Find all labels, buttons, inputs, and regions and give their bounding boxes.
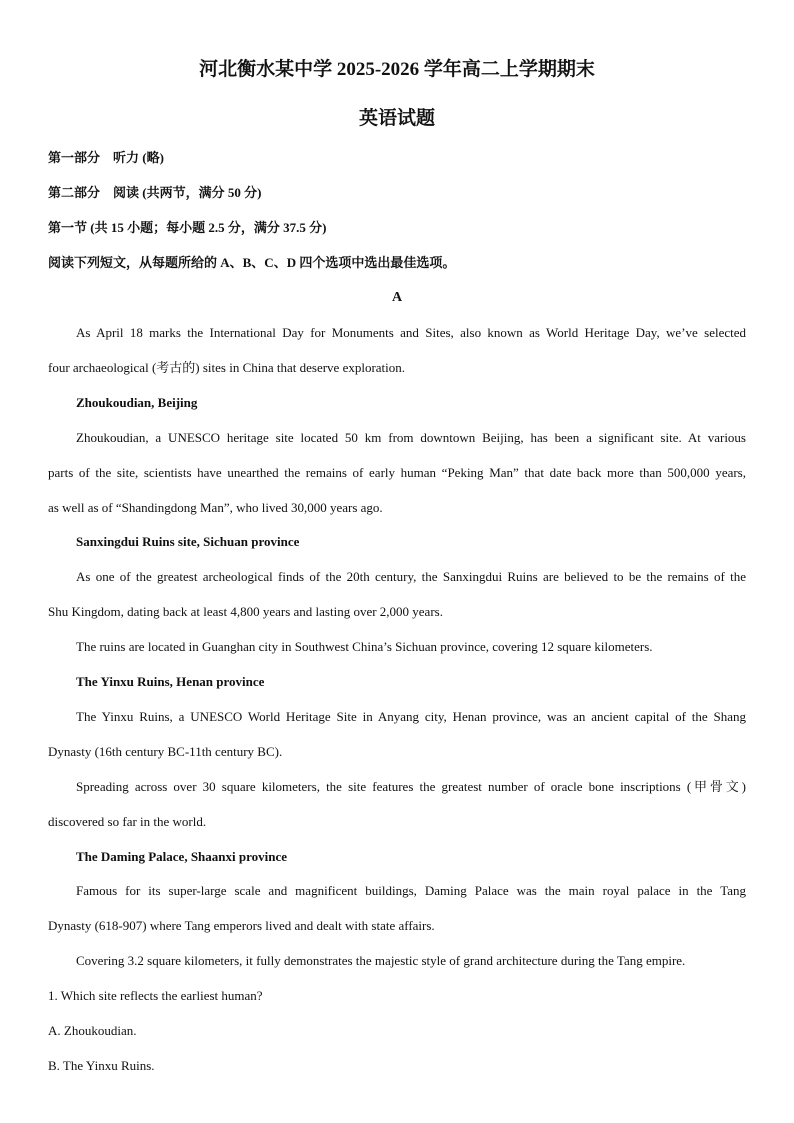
- part2-heading: 第二部分 阅读 (共两节，满分 50 分): [48, 185, 262, 200]
- site2-line-1: As one of the greatest archeological finds of the 20th century, the Sanxingdui Ruins are believed to be the remains of the: [76, 569, 746, 584]
- part1-heading: 第一部分 听力 (略): [48, 150, 164, 165]
- passage-label: A: [391, 290, 403, 305]
- intro-line-2: four archaeological (考古的) sites in China that deserve exploration.: [48, 360, 406, 375]
- option-b: B. The Yinxu Ruins.: [48, 1058, 155, 1073]
- site4-heading: The Daming Palace, Shaanxi province: [76, 849, 288, 864]
- site3-heading: The Yinxu Ruins, Henan province: [76, 674, 265, 689]
- directions-text: 阅读下列短文，从每题所给的 A、B、C、D 四个选项中选出最佳选项。: [48, 255, 456, 270]
- section1-heading: 第一节 (共 15 小题；每小题 2.5 分，满分 37.5 分): [48, 220, 327, 235]
- site2-line-2: Shu Kingdom, dating back at least 4,800 years and lasting over 2,000 years.: [48, 604, 443, 619]
- site1-line-1: Zhoukoudian, a UNESCO heritage site located 50 km from downtown Beijing, has been a significant site. At various: [76, 430, 746, 445]
- site3-line-4: discovered so far in the world.: [48, 814, 207, 829]
- site4-line-3: Covering 3.2 square kilometers, it fully demonstrates the majestic style of grand architecture during the Tang empire.: [76, 953, 686, 968]
- site2-line-3: The ruins are located in Guanghan city in Southwest China’s Sichuan province, covering 12 square kilometers.: [76, 639, 653, 654]
- site3-line-3: Spreading across over 30 square kilometers, the site features the greatest number of oracle bone inscriptions (甲骨文): [76, 779, 746, 794]
- exam-subtitle: 英语试题: [358, 108, 435, 129]
- option-a: A. Zhoukoudian.: [48, 1023, 137, 1038]
- intro-line-1: As April 18 marks the International Day for Monuments and Sites, also known as World Heritage Day, we’ve selected: [76, 325, 746, 340]
- site1-line-2: parts of the site, scientists have unearthed the remains of early human “Peking Man” that date back more than 500,000 years,: [48, 465, 746, 480]
- site1-line-3: as well as of “Shandingdong Man”, who lived 30,000 years ago.: [48, 500, 383, 515]
- question-stem: 1. Which site reflects the earliest human?: [48, 988, 263, 1003]
- site1-heading: Zhoukoudian, Beijing: [76, 395, 198, 410]
- site4-line-2: Dynasty (618-907) where Tang emperors lived and dealt with state affairs.: [48, 918, 435, 933]
- site2-heading: Sanxingdui Ruins site, Sichuan province: [76, 534, 300, 549]
- site3-line-2: Dynasty (16th century BC-11th century BC).: [48, 744, 283, 759]
- exam-title: 河北衡水某中学 2025-2026 学年高二上学期期末: [199, 59, 595, 80]
- site4-line-1: Famous for its super-large scale and magnificent buildings, Daming Palace was the main royal palace in the Tang: [76, 883, 746, 898]
- site3-line-1: The Yinxu Ruins, a UNESCO World Heritage Site in Anyang city, Henan province, was an ancient capital of the Shang: [76, 709, 746, 724]
